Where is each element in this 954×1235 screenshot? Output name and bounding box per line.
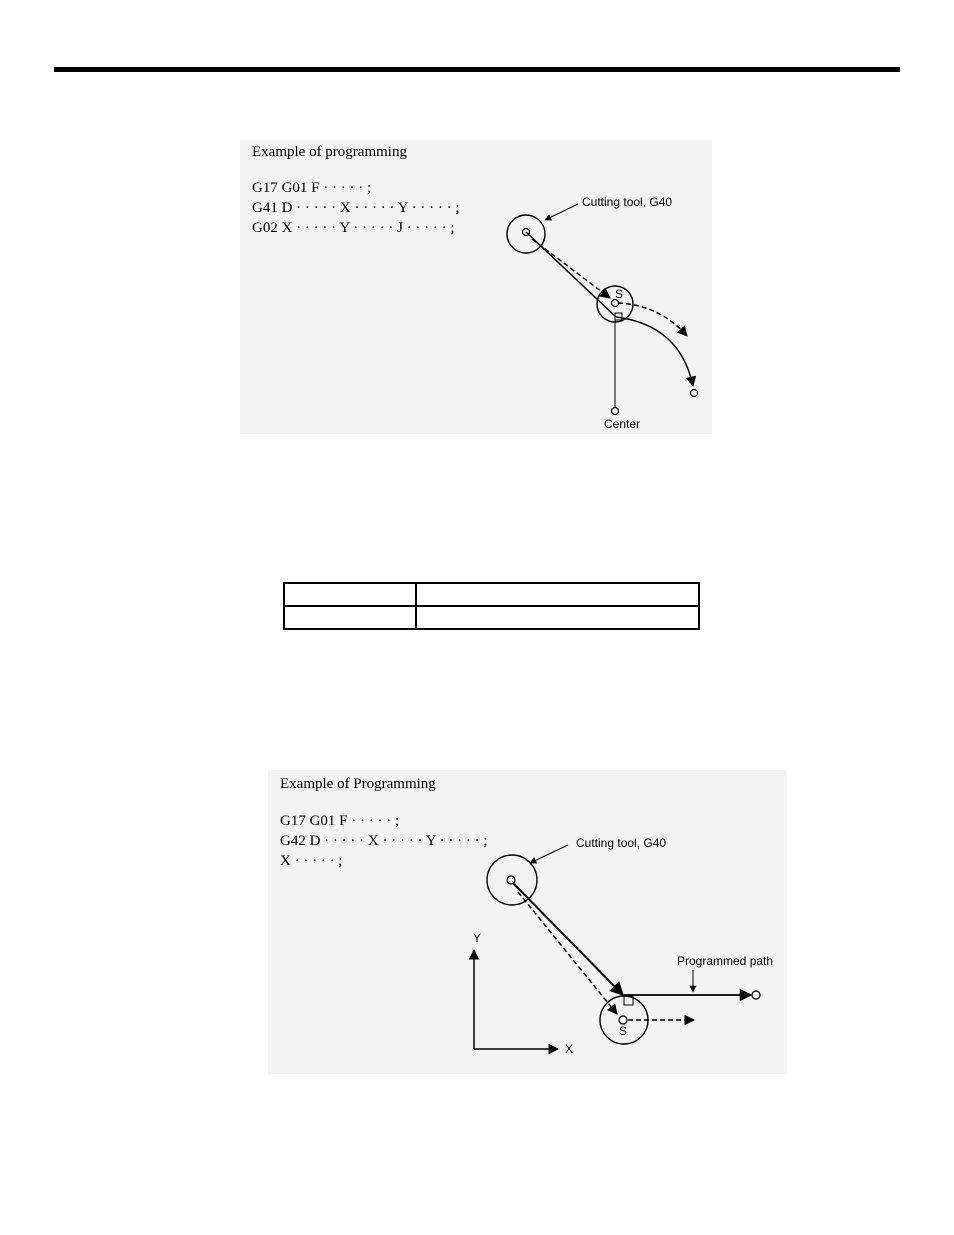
- table-cell: [284, 606, 416, 629]
- code-line: G42 D · · · · · X · · · · · Y · · · · · ;: [280, 833, 488, 849]
- label-cutting-tool: Cutting tool, G40: [582, 195, 673, 209]
- label-programmed-path: Programmed path: [677, 954, 774, 968]
- code-line: G02 X · · · · · Y · · · · · J · · · · · ;: [252, 220, 455, 236]
- start-point: [619, 1016, 627, 1024]
- table-row: [284, 606, 699, 629]
- code-line: G41 D · · · · · X · · · · · Y · · · · · ;: [252, 200, 460, 216]
- figure-title: Example of programming: [252, 144, 407, 160]
- code-line: G17 G01 F · · · · · ;: [252, 180, 372, 196]
- table-cell: [284, 583, 416, 606]
- figure-g42-line-example: [268, 770, 787, 1074]
- header-rule: [54, 67, 900, 72]
- tool-path-diagram: [240, 140, 712, 434]
- table-row: [284, 583, 699, 606]
- label-cutting-tool: Cutting tool, G40: [576, 836, 667, 850]
- code-line: X · · · · · ;: [280, 853, 343, 869]
- center-point: [612, 408, 619, 415]
- empty-table: [283, 582, 700, 630]
- label-axis-x: X: [565, 1042, 574, 1056]
- leader-line: [530, 845, 568, 863]
- label-center: Center: [604, 417, 641, 431]
- label-axis-y: Y: [473, 931, 482, 945]
- tool-center-path: [518, 892, 617, 1014]
- figure-g41-arc-example: [240, 140, 712, 434]
- table-cell: [416, 606, 699, 629]
- table-cell: [416, 583, 699, 606]
- end-point: [691, 390, 698, 397]
- figure-title: Example of Programming: [280, 776, 436, 792]
- end-point: [752, 991, 760, 999]
- programmed-arc: [616, 317, 693, 386]
- tool-path-diagram: [268, 770, 787, 1074]
- label-start: S: [619, 1024, 628, 1038]
- code-line: G17 G01 F · · · · · ;: [280, 813, 400, 829]
- programmed-line: [513, 883, 623, 995]
- label-start: S: [615, 287, 624, 301]
- leader-line: [545, 204, 578, 220]
